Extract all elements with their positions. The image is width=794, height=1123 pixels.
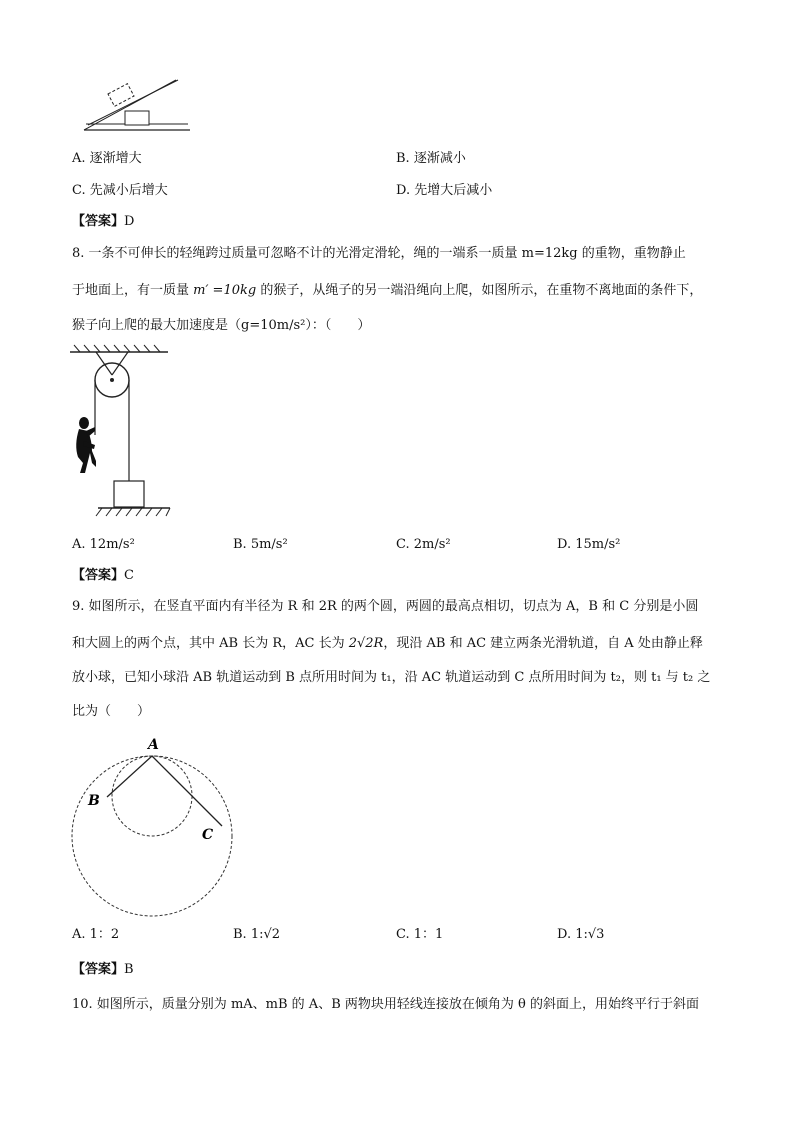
q9-line1: 9. 如图所示，在竖直平面内有半径为 R 和 2R 的两个圆，两圆的最高点相切，切点为 A，B 和 C 分别是小圆 bbox=[72, 599, 699, 614]
q7-option-d: D. 先增大后减小 bbox=[396, 183, 493, 198]
q8-monkey-mass: m′ =10kg bbox=[193, 283, 257, 298]
q9-answer bbox=[72, 961, 134, 979]
answer-value: B bbox=[124, 962, 134, 977]
answer-value: C bbox=[124, 568, 134, 583]
q9-line2-b: ，现沿 AB 和 AC 建立两条光滑轨道，自 A 处由静止释 bbox=[383, 636, 703, 651]
q9-option-d: D. 1:√3 bbox=[557, 927, 605, 942]
q9-ac-length: 2√2R bbox=[348, 636, 384, 651]
q8-option-a: A. 12m/s² bbox=[72, 537, 135, 552]
q8-answer bbox=[72, 567, 134, 585]
q8-line2 bbox=[72, 282, 702, 300]
point-b-label: B bbox=[88, 793, 100, 809]
q9-circles-figure bbox=[70, 735, 240, 920]
q8-option-c: C. 2m/s² bbox=[396, 537, 451, 552]
q7-option-c: C. 先减小后增大 bbox=[72, 183, 168, 198]
q8-option-d: D. 15m/s² bbox=[557, 537, 621, 552]
q9-line4: 比为（ ） bbox=[72, 704, 151, 719]
q9-option-a: A. 1：2 bbox=[72, 927, 120, 942]
q8-line2-b: 的猴子，从绳子的另一端沿绳向上爬，如图所示，在重物不离地面的条件下， bbox=[256, 283, 703, 298]
q7-answer bbox=[72, 213, 134, 231]
q10-line1: 10. 如图所示，质量分别为 mA、mB 的 A、B 两物块用轻线连接放在倾角为 θ 的斜面上，用始终平行于斜面 bbox=[72, 997, 699, 1012]
q8-line1: 8. 一条不可伸长的轻绳跨过质量可忽略不计的光滑定滑轮，绳的一端系一质量 m=12kg 的重物，重物静止 bbox=[72, 246, 686, 261]
q9-line2-a: 和大圆上的两个点，其中 AB 长为 R，AC 长为 bbox=[72, 636, 349, 651]
q7-option-a: A. 逐渐增大 bbox=[72, 151, 142, 166]
answer-label: 【答案】 bbox=[72, 962, 125, 977]
point-a-label: A bbox=[148, 737, 159, 753]
q8-line2-a: 于地面上，有一质量 bbox=[72, 283, 194, 298]
answer-label: 【答案】 bbox=[72, 214, 125, 229]
q8-pulley-figure bbox=[70, 345, 180, 525]
q9-option-c: C. 1：1 bbox=[396, 927, 444, 942]
q9-line3: 放小球，已知小球沿 AB 轨道运动到 B 点所用时间为 t₁，沿 AC 轨道运动到 C 点所用时间为 t₂，则 t₁ 与 t₂ 之 bbox=[72, 670, 711, 685]
answer-value: D bbox=[124, 214, 135, 229]
q9-option-b: B. 1:√2 bbox=[233, 927, 281, 942]
q7-incline-figure bbox=[78, 78, 198, 138]
q8-option-b: B. 5m/s² bbox=[233, 537, 288, 552]
q8-line3: 猴子向上爬的最大加速度是（g=10m/s²）：（ ） bbox=[72, 318, 371, 333]
q7-option-b: B. 逐渐减小 bbox=[396, 151, 466, 166]
monkey-silhouette bbox=[76, 417, 96, 473]
q9-line2 bbox=[72, 635, 703, 653]
point-c-label: C bbox=[202, 827, 214, 843]
answer-label: 【答案】 bbox=[72, 568, 125, 583]
